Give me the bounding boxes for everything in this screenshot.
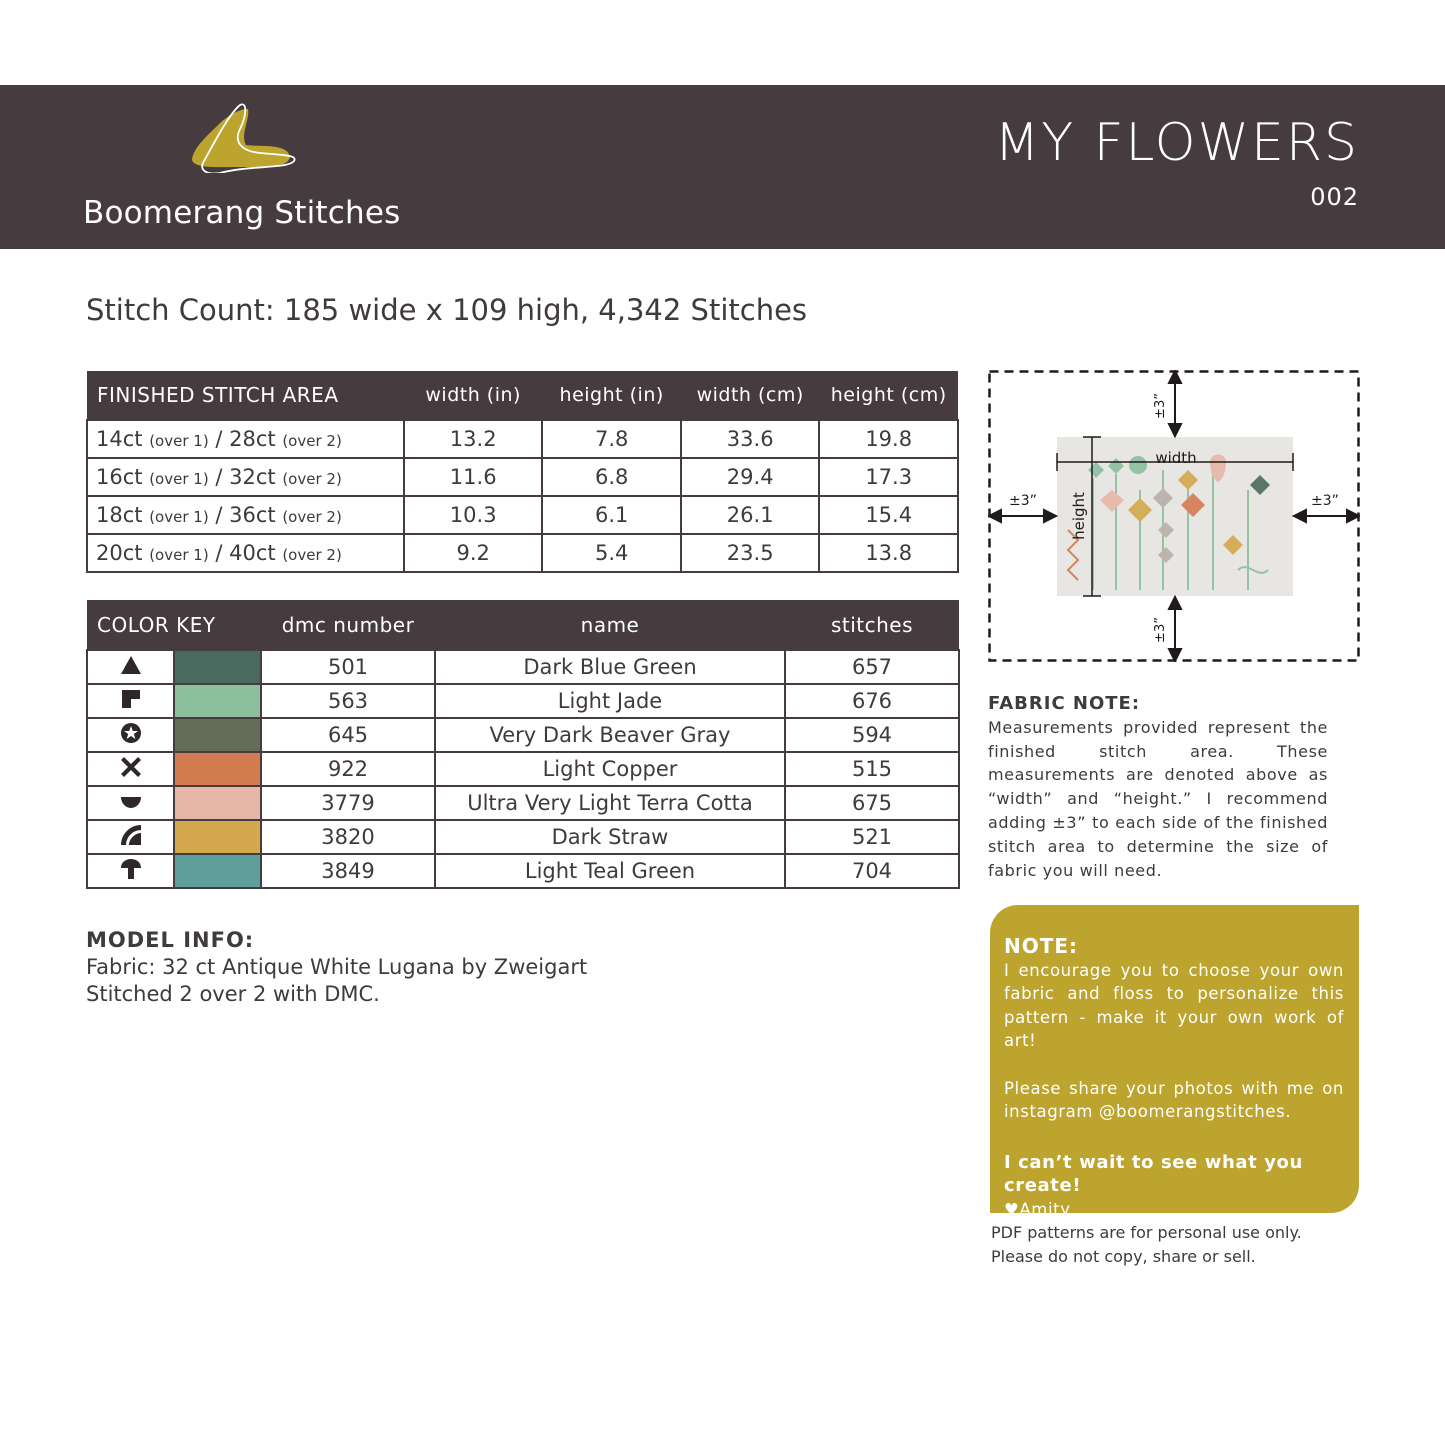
stitch-total: 704 — [785, 854, 959, 888]
stitch-total: 657 — [785, 650, 959, 684]
table-header-row — [87, 600, 959, 650]
table-cell: 29.4 — [681, 458, 819, 496]
table-row — [87, 718, 959, 752]
table-cell: 5.4 — [542, 534, 681, 572]
note-paragraph: Please share your photos with me on instagram @boomerangstitches. — [1004, 1078, 1344, 1121]
color-swatch — [174, 718, 261, 752]
table-cell: 15.4 — [819, 496, 958, 534]
mushroom-icon — [87, 854, 174, 888]
table-row — [87, 684, 959, 718]
dmc-number: 645 — [261, 718, 435, 752]
column-header: width (cm) — [681, 371, 819, 420]
brand-name: Boomerang Stitches — [83, 195, 401, 231]
color-name: Light Jade — [435, 684, 785, 718]
stitch-total: 521 — [785, 820, 959, 854]
color-swatch — [174, 786, 261, 820]
half-circle-icon — [87, 786, 174, 820]
count-cell: 16ct (over 1) / 32ct (over 2) — [87, 458, 404, 496]
disclaimer — [991, 1221, 1302, 1269]
margin-bottom-label: ±3” — [1153, 617, 1168, 643]
stitch-count-value: 185 wide x 109 high, 4,342 Stitches — [283, 293, 808, 327]
color-name: Dark Blue Green — [435, 650, 785, 684]
table-cell: 23.5 — [681, 534, 819, 572]
stitch-count-label: Stitch Count: — [86, 293, 275, 327]
model-info-heading: MODEL INFO: — [86, 928, 255, 952]
fabric-size-diagram — [988, 370, 1360, 662]
fabric-note — [988, 692, 1328, 882]
column-header: FINISHED STITCH AREA — [87, 371, 404, 420]
table-row — [87, 496, 958, 534]
triangle-icon — [87, 650, 174, 684]
table-cell: 17.3 — [819, 458, 958, 496]
table-cell: 6.1 — [542, 496, 681, 534]
color-name: Light Copper — [435, 752, 785, 786]
color-swatch — [174, 650, 261, 684]
height-label: height — [1070, 492, 1088, 540]
disclaimer-line: PDF patterns are for personal use only. — [991, 1223, 1302, 1242]
stitch-total: 676 — [785, 684, 959, 718]
stitch-count — [86, 293, 807, 327]
column-header: width (in) — [404, 371, 542, 420]
pattern-number: 002 — [1310, 183, 1359, 211]
dmc-number: 3849 — [261, 854, 435, 888]
table-header-row — [87, 371, 958, 420]
dmc-number: 3779 — [261, 786, 435, 820]
model-info-fabric: Fabric: 32 ct Antique White Lugana by Zweigart — [86, 955, 588, 979]
note-heading: NOTE: — [1004, 934, 1079, 958]
color-swatch — [174, 684, 261, 718]
model-info-stitched: Stitched 2 over 2 with DMC. — [86, 982, 380, 1006]
arc-icon — [87, 820, 174, 854]
table-row — [87, 820, 959, 854]
color-name: Light Teal Green — [435, 854, 785, 888]
dmc-number: 501 — [261, 650, 435, 684]
disclaimer-line: Please do not copy, share or sell. — [991, 1247, 1256, 1266]
column-header: stitches — [785, 600, 959, 650]
stitch-total: 515 — [785, 752, 959, 786]
color-name: Very Dark Beaver Gray — [435, 718, 785, 752]
count-cell: 14ct (over 1) / 28ct (over 2) — [87, 420, 404, 458]
page-title: MY FLOWERS — [994, 113, 1359, 173]
margin-left-label: ±3” — [1009, 493, 1037, 509]
stitch-total: 675 — [785, 786, 959, 820]
color-name: Ultra Very Light Terra Cotta — [435, 786, 785, 820]
boomerang-logo-icon — [190, 103, 300, 173]
color-swatch — [174, 752, 261, 786]
column-header: height (in) — [542, 371, 681, 420]
dmc-number: 922 — [261, 752, 435, 786]
fabric-note-body: Measurements provided represent the finished stitch area. These measurements are denoted above as “width” and “height.” I recommend adding ±3” to each side of the finished stitch area to determine the size of fabric you will need. — [988, 717, 1328, 880]
table-row — [87, 752, 959, 786]
header-banner — [0, 85, 1445, 249]
note-paragraph: I encourage you to choose your own fabric and floss to personalize this pattern - make it your own work of art! — [1004, 960, 1344, 1050]
table-cell: 19.8 — [819, 420, 958, 458]
margin-right-label: ±3” — [1311, 493, 1339, 509]
table-row — [87, 650, 959, 684]
table-row — [87, 786, 959, 820]
column-header: name — [435, 600, 785, 650]
count-cell: 20ct (over 1) / 40ct (over 2) — [87, 534, 404, 572]
note-cta: I can’t wait to see what you create! — [1004, 1151, 1303, 1196]
table-cell: 13.2 — [404, 420, 542, 458]
column-header: dmc number — [261, 600, 435, 650]
table-cell: 33.6 — [681, 420, 819, 458]
table-cell: 7.8 — [542, 420, 681, 458]
table-row — [87, 420, 958, 458]
table-cell: 13.8 — [819, 534, 958, 572]
fabric-note-heading: FABRIC NOTE: — [988, 693, 1141, 714]
column-header: height (cm) — [819, 371, 958, 420]
color-name: Dark Straw — [435, 820, 785, 854]
table-cell: 26.1 — [681, 496, 819, 534]
note-box — [990, 905, 1359, 1219]
table-cell: 9.2 — [404, 534, 542, 572]
table-cell: 10.3 — [404, 496, 542, 534]
table-row — [87, 458, 958, 496]
table-row — [87, 854, 959, 888]
note-signature: ♥Amity — [1004, 1199, 1071, 1219]
model-info — [86, 927, 587, 1008]
color-swatch — [174, 820, 261, 854]
corner-block-icon — [87, 684, 174, 718]
column-header: COLOR KEY — [87, 600, 261, 650]
count-cell: 18ct (over 1) / 36ct (over 2) — [87, 496, 404, 534]
star-circle-icon — [87, 718, 174, 752]
color-key-table — [86, 600, 960, 889]
table-row — [87, 534, 958, 572]
width-label: width — [1155, 449, 1197, 467]
stitch-total: 594 — [785, 718, 959, 752]
finished-area-table — [86, 371, 959, 573]
dmc-number: 563 — [261, 684, 435, 718]
table-cell: 11.6 — [404, 458, 542, 496]
table-cell: 6.8 — [542, 458, 681, 496]
margin-top-label: ±3” — [1153, 393, 1168, 419]
dmc-number: 3820 — [261, 820, 435, 854]
color-swatch — [174, 854, 261, 888]
x-icon — [87, 752, 174, 786]
